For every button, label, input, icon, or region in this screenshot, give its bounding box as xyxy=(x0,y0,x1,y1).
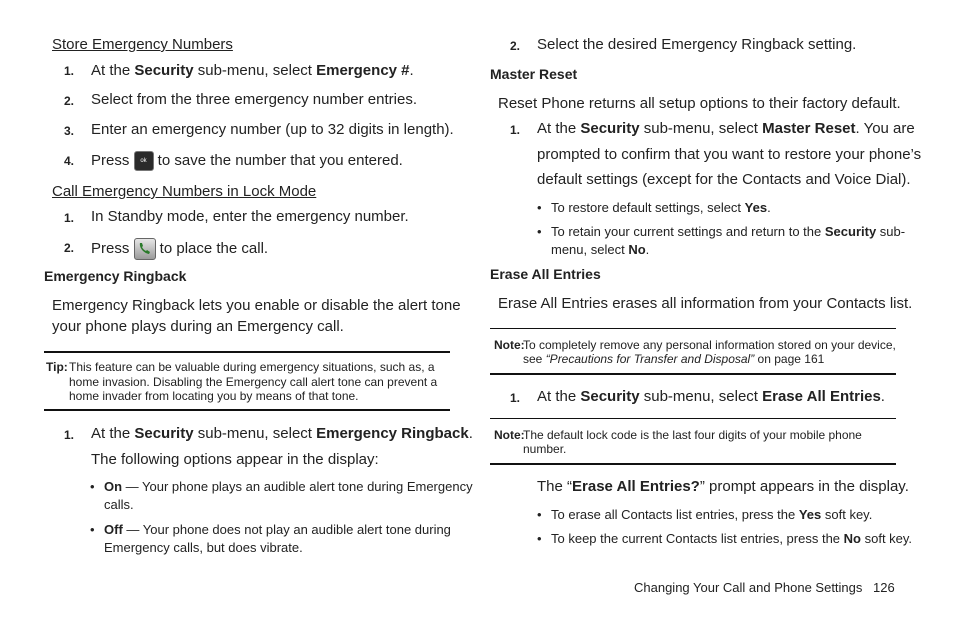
step-number: 2. xyxy=(64,241,75,255)
master-reset-step-1-line-3: default settings (except for the Contacts and Voice Dial). xyxy=(537,171,911,188)
tip-bottom-rule xyxy=(44,409,450,411)
master-reset-step-1-line-2: prompted to confirm that you want to restore your phone’s xyxy=(537,146,922,163)
master-bullet-no-line-2: menu, select No. xyxy=(551,242,650,257)
footer-section-title: Changing Your Call and Phone Settings xyxy=(634,580,863,595)
erase-all-entries-paragraph: Erase All Entries erases all information from your Contacts list. xyxy=(498,295,913,312)
tip-line-1: This feature can be valuable during emergency situations, such as, a xyxy=(69,360,435,374)
store-step-3: Enter an emergency number (up to 32 digits in length). xyxy=(91,121,454,138)
erase-prompt-text: The “Erase All Entries?” prompt appears in the display. xyxy=(537,478,909,495)
note1-label: Note: xyxy=(494,338,525,352)
ringback-paragraph-line-1: Emergency Ringback lets you enable or disable the alert tone xyxy=(52,297,461,314)
step-number: 1. xyxy=(64,428,75,442)
tip-label: Tip: xyxy=(46,360,68,374)
send-key-icon xyxy=(134,238,156,260)
call-emergency-heading: Call Emergency Numbers in Lock Mode xyxy=(52,183,317,200)
tip-line-3: home invader from locating you by means of that tone. xyxy=(69,389,359,403)
erase-all-entries-heading: Erase All Entries xyxy=(490,266,601,282)
master-bullet-no: • To retain your current settings and return to the Security sub- xyxy=(551,224,905,239)
option-off: • Off — Your phone does not play an audible alert tone during xyxy=(104,522,451,537)
step-number: 2. xyxy=(510,39,521,53)
step-number: 1. xyxy=(64,64,75,78)
option-on: • On — Your phone plays an audible alert tone during Emergency xyxy=(104,479,473,494)
tip-top-rule xyxy=(44,351,450,353)
step-number: 1. xyxy=(510,391,521,405)
ringback-step-1: At the Security sub-menu, select Emergency Ringback. xyxy=(91,425,473,442)
note2-line-1: The default lock code is the last four digits of your mobile phone xyxy=(523,428,862,442)
master-bullet-yes: • To restore default settings, select Yes. xyxy=(551,200,771,215)
note1-top-rule xyxy=(490,328,896,329)
note2-top-rule xyxy=(490,418,896,419)
step-number: 1. xyxy=(510,123,521,137)
note2-bottom-rule xyxy=(490,463,896,465)
step-number: 4. xyxy=(64,154,75,168)
note1-line-1: To completely remove any personal information stored on your device, xyxy=(523,338,896,352)
store-step-4: Press ok to save the number that you entered. xyxy=(91,151,403,171)
ok-key-icon: ok xyxy=(134,151,154,171)
erase-bullet-no: • To keep the current Contacts list entries, press the No soft key. xyxy=(551,531,912,546)
note2-label: Note: xyxy=(494,428,525,442)
note2-line-2: number. xyxy=(523,442,567,456)
ringback-paragraph-line-2: your phone plays during an Emergency call. xyxy=(52,318,344,335)
store-emergency-heading: Store Emergency Numbers xyxy=(52,36,233,53)
step-number: 2. xyxy=(64,94,75,108)
call-step-1: In Standby mode, enter the emergency number. xyxy=(91,208,409,225)
note1-bottom-rule xyxy=(490,373,896,375)
master-reset-step-1: At the Security sub-menu, select Master Reset. You are xyxy=(537,120,915,137)
emergency-ringback-heading: Emergency Ringback xyxy=(44,268,187,284)
page-number: 126 xyxy=(873,580,895,595)
master-reset-paragraph: Reset Phone returns all setup options to their factory default. xyxy=(498,95,901,112)
tip-line-2: home invasion. Disabling the Emergency call alert tone can prevent a xyxy=(69,375,438,389)
options-intro: The following options appear in the display: xyxy=(91,451,379,468)
erase-step-1: At the Security sub-menu, select Erase All Entries. xyxy=(537,388,885,405)
step-number: 3. xyxy=(64,124,75,138)
option-on-line-2: calls. xyxy=(104,497,134,512)
option-off-line-2: Emergency calls, but does vibrate. xyxy=(104,540,303,555)
master-reset-heading: Master Reset xyxy=(490,66,578,82)
step-number: 1. xyxy=(64,211,75,225)
ringback-step-2: Select the desired Emergency Ringback setting. xyxy=(537,36,857,53)
erase-bullet-yes: • To erase all Contacts list entries, press the Yes soft key. xyxy=(551,507,872,522)
store-step-2: Select from the three emergency number entries. xyxy=(91,91,417,108)
note1-line-2: see “Precautions for Transfer and Disposal” on page 161 xyxy=(523,352,825,366)
store-step-1: At the Security sub-menu, select Emergency #. xyxy=(91,62,414,79)
call-step-2: Press to place the call. xyxy=(91,238,268,260)
